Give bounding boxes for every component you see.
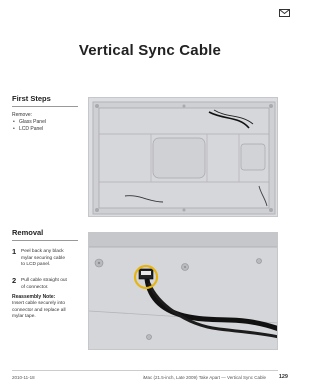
footer-date: 2010-11-18: [12, 375, 35, 380]
page-number: 129: [278, 374, 288, 380]
footer-doc-title: iMac (21.5-inch, Late 2009) Take Apart — Vertical Sync Cable: [142, 375, 266, 380]
footer-rule: [12, 370, 278, 371]
housing-photo: [88, 97, 278, 217]
page-title: Vertical Sync Cable: [78, 42, 222, 59]
cable-connector-photo: [88, 232, 278, 350]
first-steps-heading: First Steps: [12, 94, 51, 103]
step-number: 2: [12, 276, 17, 285]
remove-label: Remove:: [12, 112, 33, 118]
step-text: Pull cable straight out of connector.: [21, 278, 67, 290]
step-text: Peel back any black mylar securing cable to LCD panel.: [21, 249, 65, 267]
cable-connector-illustration: [89, 233, 278, 350]
removal-rule: [12, 240, 78, 241]
step-number: 1: [12, 247, 17, 256]
list-item: • Glass Panel: [12, 119, 46, 126]
list-item: • LCD Panel: [12, 126, 46, 133]
reassembly-note-heading: Reassembly Note:: [12, 294, 56, 300]
remove-list: [12, 119, 46, 133]
reassembly-note-text: Insert cable securely into connector and replace all mylar tape.: [12, 301, 66, 319]
removal-heading: Removal: [12, 228, 44, 237]
housing-illustration: [89, 98, 278, 217]
mail-envelope-icon[interactable]: [279, 9, 290, 17]
first-steps-rule: [12, 106, 78, 107]
